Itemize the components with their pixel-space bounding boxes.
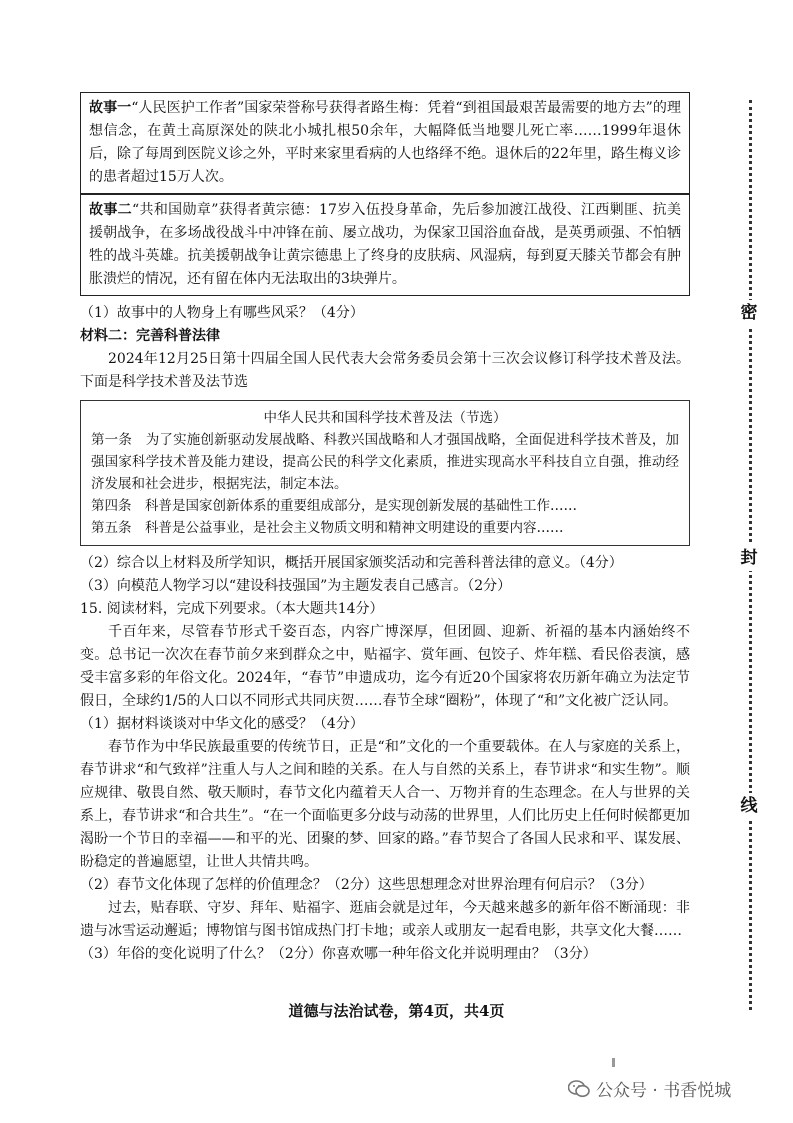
- wechat-icon: [568, 1080, 590, 1098]
- question-15-paragraph-2: 春节作为中华民族最重要的传统节日，正是“和”文化的一个重要载体。在人与家庭的关系上，春节讲求“和气致祥”注重人与人之间和睦的关系。在人与自然的关系上，春节讲求“和实生物”。顺应规律、敬畏自然、敬天顺时，春节文化内蕴着天人合一、万物并育的生态理念。在人与世界的关系上，春节讲求“和合共生”。“在一个面临更多分歧与动荡的世界里，人们比历史上任何时候都更加渴盼一个节日的幸福——和平的光、团聚的梦、回家的路。”春节契合了各国人民求和平、谋发展、盼稳定的普遍愿望，让世人共情共鸣。: [80, 739, 690, 870]
- story-one: [89, 97, 681, 189]
- story-two-text: “共和国勋章”获得者黄宗德：17岁入伍投身革命，先后参加渡江战役、江西剿匪、抗美援朝战争，在多场战役战斗中冲锋在前、屡立战功，为保家卫国浴血奋战，是英勇顽强、不怕牺牲的战斗英雄。抗美援朝战争让黄宗德患上了终身的皮肤病、风湿病，每到夏天膝关节都会有肿胀溃烂的情况，还有留在体内无法取出的3块弹片。: [89, 202, 681, 287]
- question-15-3: （3）年俗的变化说明了什么？（2分）你喜欢哪一种年俗文化并说明理由？（3分）: [80, 946, 597, 962]
- page-footer: 道德与法治试卷，第4页，共4页: [288, 1002, 505, 1020]
- binding-mark-mi: 密: [736, 300, 762, 326]
- binding-mark-xian: 线: [736, 793, 762, 819]
- law-article-1: 第一条 为了实施创新驱动发展战略、科教兴国战略和人才强国战略，全面促进科学技术普及，加强国家科学技术普及能力建设，提高公民的科学文化素质，推进实现高水平科技自立自强，推动经济发展和社会进步，根据宪法，制定本法。: [91, 432, 679, 492]
- question-15-2: （2）春节文化体现了怎样的价值理念？（2分）这些思想理念对世界治理有何启示？（3分）: [80, 877, 653, 893]
- story-one-box: [80, 92, 690, 194]
- question-14-3: （3）向模范人物学习以“建设科技强国”为主题发表自己感言。（2分）: [80, 578, 512, 594]
- watermark: [568, 1076, 731, 1101]
- story-two-box: [80, 194, 690, 296]
- story-one-label: 故事一: [89, 100, 132, 116]
- question-15-1: （1）据材料谈谈对中华文化的感受？（4分）: [80, 716, 364, 732]
- material-two-heading: 材料二：完善科普法律: [80, 328, 220, 344]
- content-area: [80, 92, 690, 966]
- material-two-intro: 2024年12月25日第十四届全国人民代表大会常务委员会第十三次会议修订科学技术普及法。下面是科学技术普及法节选: [80, 351, 690, 390]
- question-15-paragraph-1: 千百年来，尽管春节形式千姿百态，内容广博深厚，但团圆、迎新、祈福的基本内涵始终不变。总书记一次次在春节前夕来到群众之中，贴福字、赏年画、包饺子、炸年糕、看民俗表演，感受丰富多彩的年俗文化。2024年，“春节”申遗成功，迄今有近20个国家将农历新年确立为法定节假日，全球约1/5的人口以不同形式共同庆贺……春节全球“圈粉”，体现了“和”文化被广泛认同。: [80, 624, 690, 709]
- question-14-2: （2）综合以上材料及所学知识，概括开展国家颁奖活动和完善科普法律的意义。（4分）: [80, 555, 623, 571]
- question-14-1: （1）故事中的人物身上有哪些风采？（4分）: [80, 305, 364, 321]
- pencil-mark: [612, 1058, 615, 1067]
- law-excerpt-box: [80, 400, 690, 546]
- story-one-text: “人民医护工作者”国家荣誉称号获得者路生梅：凭着“到祖国最艰苦最需要的地方去”的理想信念，在黄土高原深处的陕北小城扎根50余年，大幅降低当地婴儿死亡率……1999年退休后，除了每周到医院义诊之外，平时来家里看病的人也络绎不绝。退休后的22年里，路生梅义诊的患者超过15万人次。: [89, 100, 681, 185]
- question-15-paragraph-3: 过去，贴春联、守岁、拜年、贴福字、逛庙会就是过年，今天越来越多的新年俗不断涌现：非遗与冰雪运动邂逅；博物馆与图书馆成热门打卡地；或亲人或朋友一起看电影，共享文化大餐……: [80, 900, 690, 939]
- story-two-label: 故事二: [89, 202, 133, 218]
- law-article-5: 第五条 科普是公益事业，是社会主义物质文明和精神文明建设的重要内容……: [91, 520, 564, 536]
- law-article-4: 第四条 科普是国家创新体系的重要组成部分，是实现创新发展的基础性工作……: [91, 498, 577, 514]
- law-title: 中华人民共和国科学技术普及法（节选）: [263, 410, 507, 426]
- binding-mark-feng: 封: [736, 545, 762, 571]
- story-two: [89, 199, 681, 291]
- watermark-text: 公众号 · 书香悦城: [596, 1081, 732, 1101]
- question-15-heading: 15. 阅读材料，完成下列要求。（本大题共14分）: [80, 601, 384, 617]
